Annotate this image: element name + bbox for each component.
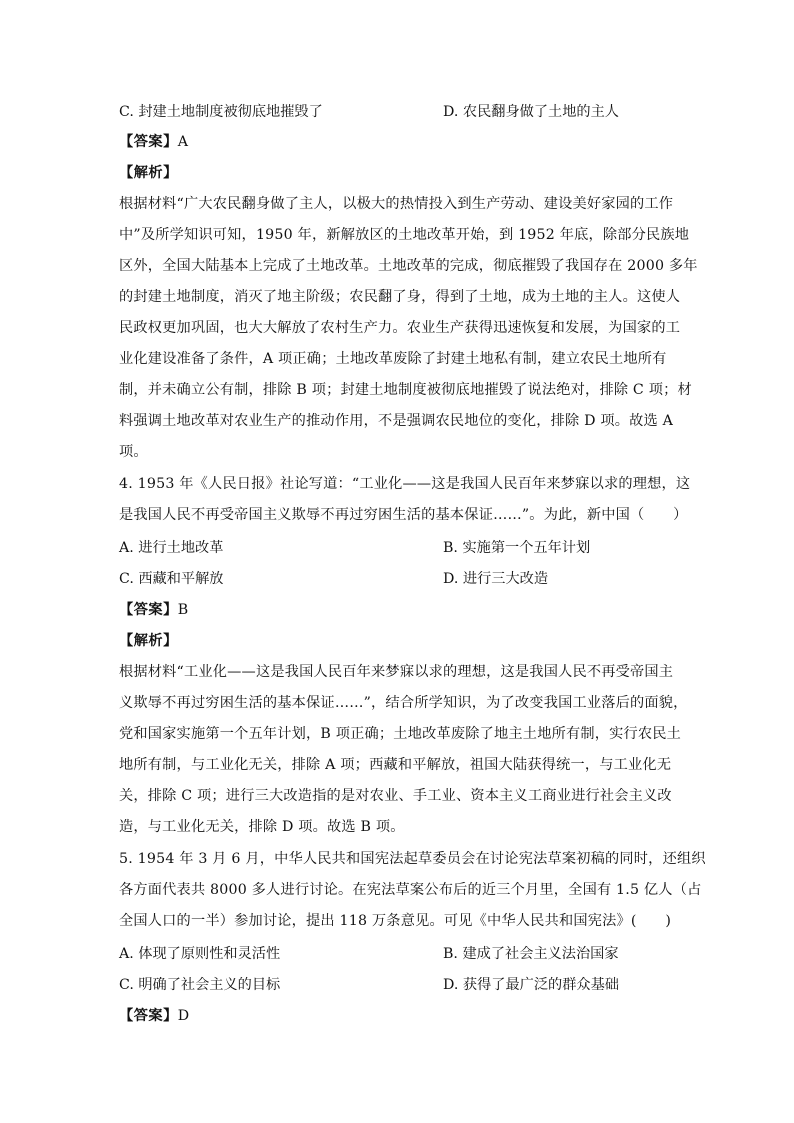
q4-option-d: D. 进行三大改造 xyxy=(443,571,549,587)
q4-option-c: C. 西藏和平解放 xyxy=(119,571,224,587)
q4-analysis-label: 【解析】 xyxy=(119,633,178,649)
q4-analysis-line: 根据材料“工业化——这是我国人民百年来梦寐以求的理想，这是我国人民不再受帝国主 xyxy=(119,664,674,680)
answer-label: 【答案】 xyxy=(119,134,178,150)
q3-analysis-line: 的封建土地制度，消灭了地主阶级；农民翻了身，得到了土地，成为土地的主人。这使人 xyxy=(119,289,681,305)
q5-option-c: C. 明确了社会主义的目标 xyxy=(119,977,281,993)
q5-stem-line: 各方面代表共 8000 多人进行讨论。在宪法草案公布后的近三个月里，全国有 1.5 亿人（占 xyxy=(119,882,702,898)
q5-option-b: B. 建成了社会主义法治国家 xyxy=(443,946,619,962)
q3-answer-line xyxy=(119,132,679,152)
q4-option-b: B. 实施第一个五年计划 xyxy=(443,540,591,556)
q3-analysis-line: 中”及所学知识可知，1950 年，新解放区的土地改革开始，到 1952 年底，除部分民族地 xyxy=(119,227,690,243)
q4-answer-line xyxy=(119,600,679,620)
q3-analysis-label: 【解析】 xyxy=(119,165,178,181)
q4-analysis-line: 关，排除 C 项；进行三大改造指的是对农业、手工业、资本主义工商业进行社会主义改 xyxy=(119,788,672,804)
q3-analysis-line: 根据材料“广大农民翻身做了主人，以极大的热情投入到生产劳动、建设美好家园的工作 xyxy=(119,196,674,212)
answer-value: B xyxy=(177,602,189,618)
q3-analysis-line: 区外，全国大陆基本上完成了土地改革。土地改革的完成，彻底摧毁了我国存在 2000 多年 xyxy=(119,258,698,274)
q4-analysis-line: 造，与工业化无关，排除 D 项。故选 B 项。 xyxy=(119,819,405,835)
q5-answer-line xyxy=(119,1006,679,1026)
answer-value: D xyxy=(177,1008,190,1024)
q5-option-a: A. 体现了原则性和灵活性 xyxy=(119,946,281,962)
q3-option-c: C. 封建土地制度被彻底地摧毁了 xyxy=(119,104,323,120)
q4-analysis-line: 义欺辱不再过穷困生活的基本保证……”，结合所学知识，为了改变我国工业落后的面貌， xyxy=(119,695,688,711)
answer-value: A xyxy=(177,134,189,150)
answer-label: 【答案】 xyxy=(119,602,178,618)
q3-analysis-line: 业化建设准备了条件，A 项正确；土地改革废除了封建土地私有制，建立农民土地所有 xyxy=(119,351,667,367)
q3-option-d: D. 农民翻身做了土地的主人 xyxy=(443,104,619,120)
q3-analysis-line: 料强调土地改革对农业生产的推动作用，不是强调农民地位的变化，排除 D 项。故选 A xyxy=(119,413,674,429)
q5-stem-line: 5. 1954 年 3 月 6 月，中华人民共和国宪法起草委员会在讨论宪法草案初稿的同时，还组织 xyxy=(119,851,706,867)
q4-analysis-line: 地所有制，与工业化无关，排除 A 项；西藏和平解放，祖国大陆获得统一，与工业化无 xyxy=(119,757,672,773)
answer-label: 【答案】 xyxy=(119,1008,178,1024)
q5-stem-line: 全国人口的一半）参加讨论，提出 118 万条意见。可见《中华人民共和国宪法》( ) xyxy=(119,913,672,929)
q4-option-a: A. 进行土地改革 xyxy=(119,540,224,556)
q3-analysis-line: 制，并未确立公有制，排除 B 项；封建土地制度被彻底地摧毁了说法绝对，排除 C 项；材 xyxy=(119,382,692,398)
q5-option-d: D. 获得了最广泛的群众基础 xyxy=(443,977,619,993)
q4-stem-line: 4. 1953 年《人民日报》社论写道：“工业化——这是我国人民百年来梦寐以求的理想，这 xyxy=(119,476,691,492)
q3-analysis-line: 项。 xyxy=(119,444,148,460)
q3-analysis-line: 民政权更加巩固，也大大解放了农村生产力。农业生产获得迅速恢复和发展，为国家的工 xyxy=(119,320,681,336)
q4-stem-line: 是我国人民不再受帝国主义欺辱不再过穷困生活的基本保证……”。为此，新中国（ ） xyxy=(119,507,688,523)
q4-analysis-line: 党和国家实施第一个五年计划，B 项正确；土地改革废除了地主土地所有制，实行农民土 xyxy=(119,726,682,742)
